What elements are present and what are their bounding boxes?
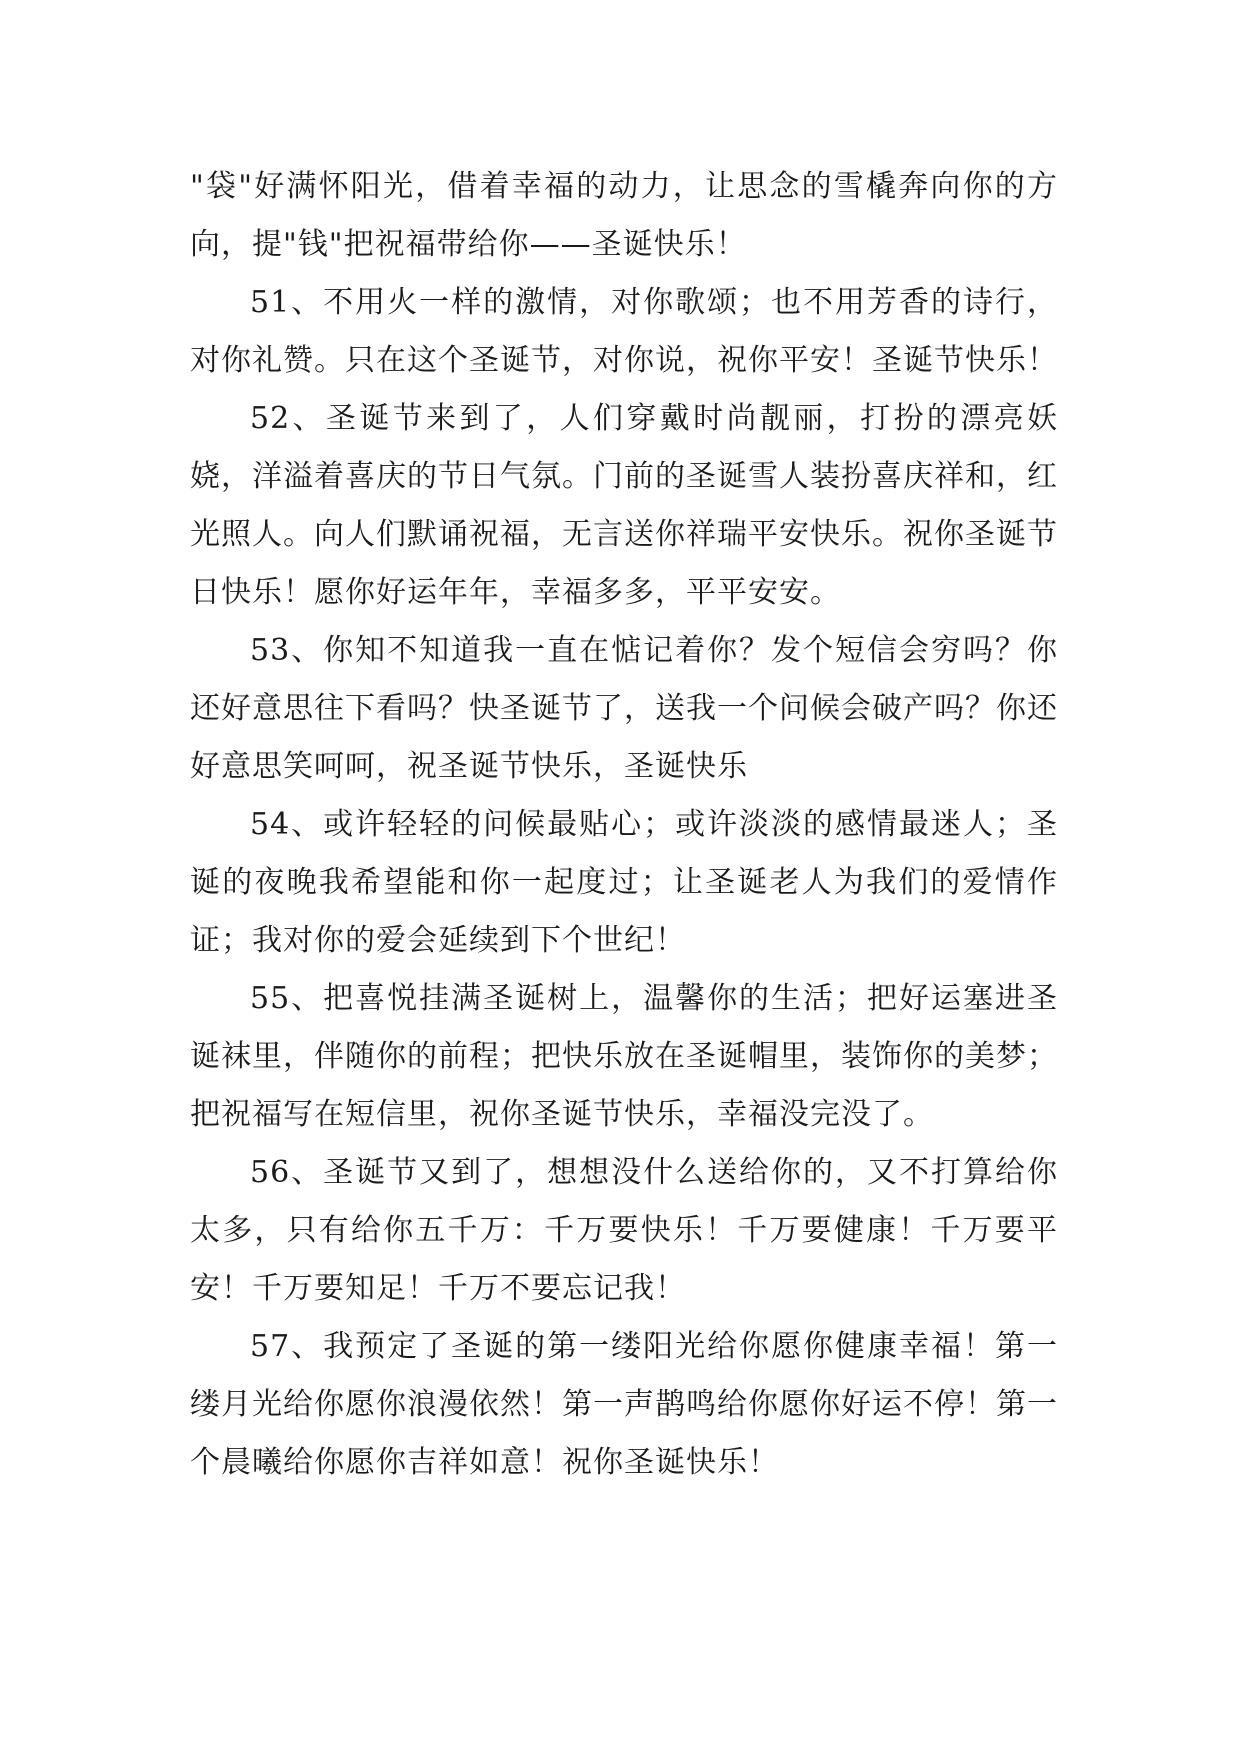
paragraph-54: 54、或许轻轻的问候最贴心；或许淡淡的感情最迷人；圣诞的夜晚我希望能和你一起度过；让圣诞老人为我们的爱情作证；我对你的爱会延续到下个世纪！	[190, 807, 1058, 958]
paragraph-56: 56、圣诞节又到了，想想没什么送给你的，又不打算给你太多，只有给你五千万：千万要快乐！千万要健康！千万要平安！千万要知足！千万不要忘记我！	[190, 1155, 1058, 1306]
paragraph-53: 53、你知不知道我一直在惦记着你？发个短信会穷吗？你还好意思往下看吗？快圣诞节了，送我一个问候会破产吗？你还好意思笑呵呵，祝圣诞节快乐，圣诞快乐	[190, 633, 1058, 784]
document-body	[190, 158, 1058, 1492]
paragraph-51: 51、不用火一样的激情，对你歌颂；也不用芳香的诗行，对你礼赞。只在这个圣诞节，对你说，祝你平安！圣诞节快乐！	[190, 285, 1058, 378]
paragraph-57: 57、我预定了圣诞的第一缕阳光给你愿你健康幸福！第一缕月光给你愿你浪漫依然！第一声鹊鸣给你愿你好运不停！第一个晨曦给你愿你吉祥如意！祝你圣诞快乐！	[190, 1329, 1058, 1480]
paragraph-continuation: "袋"好满怀阳光，借着幸福的动力，让思念的雪橇奔向你的方向，提"钱"把祝福带给你——圣诞快乐！	[190, 169, 1058, 262]
paragraph-52: 52、圣诞节来到了，人们穿戴时尚靓丽，打扮的漂亮妖娆，洋溢着喜庆的节日气氛。门前的圣诞雪人装扮喜庆祥和，红光照人。向人们默诵祝福，无言送你祥瑞平安快乐。祝你圣诞节日快乐！愿你好运年年，幸福多多，平平安安。	[190, 401, 1058, 610]
paragraph-55: 55、把喜悦挂满圣诞树上，温馨你的生活；把好运塞进圣诞袜里，伴随你的前程；把快乐放在圣诞帽里，装饰你的美梦；把祝福写在短信里，祝你圣诞节快乐，幸福没完没了。	[190, 981, 1058, 1132]
